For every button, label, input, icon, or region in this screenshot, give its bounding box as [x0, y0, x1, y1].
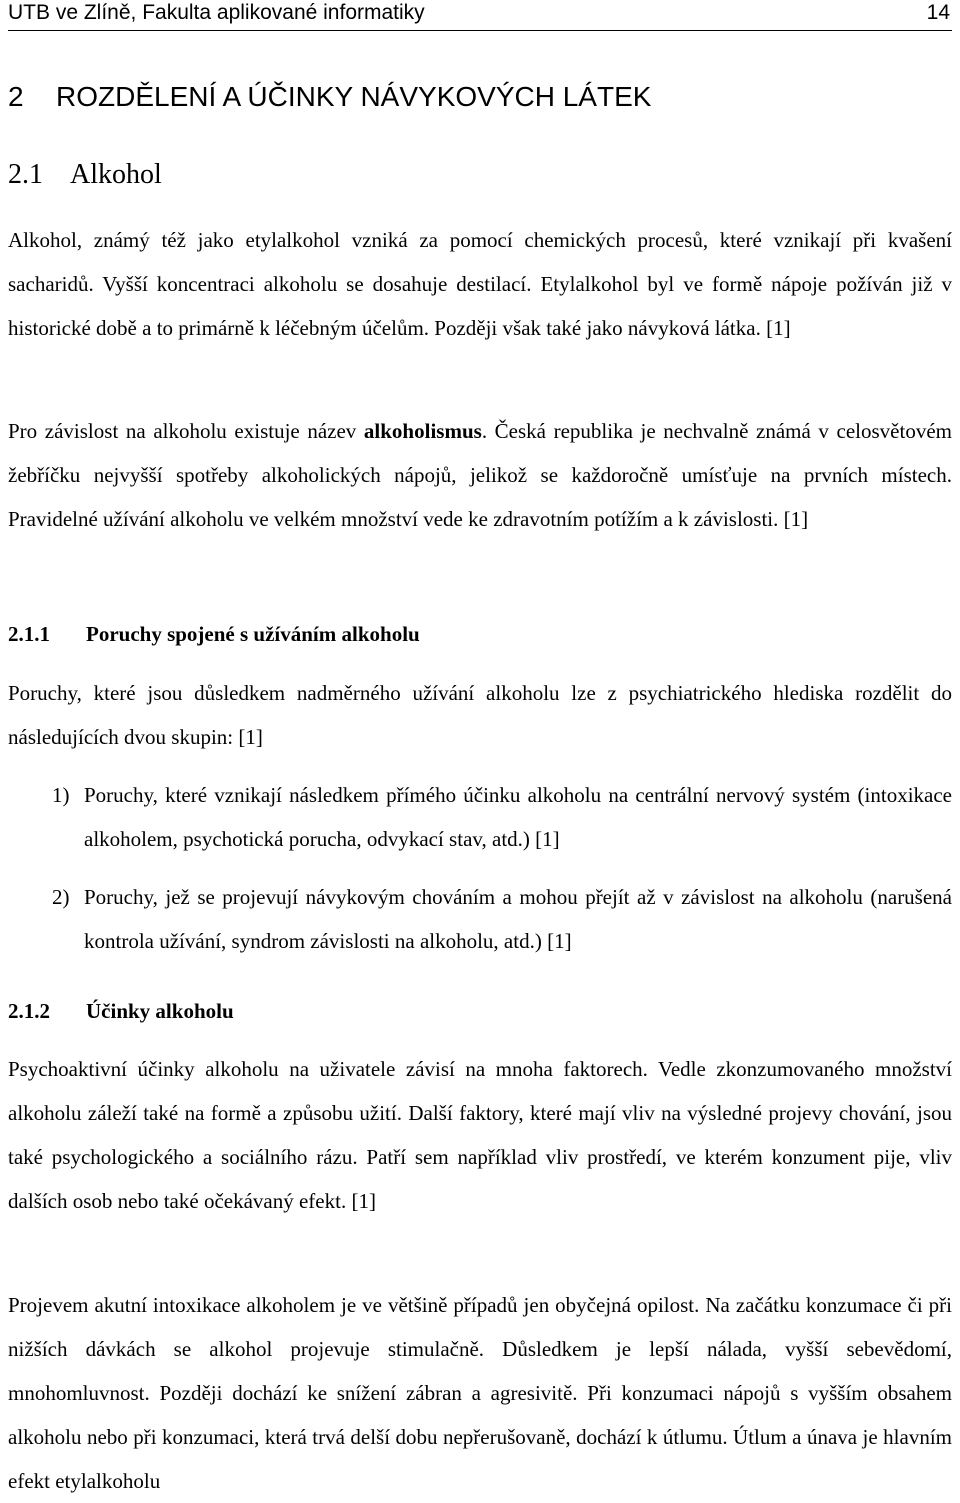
alcoholism-text-before: Pro závislost na alkoholu existuje název: [8, 419, 364, 443]
intro-paragraph: Alkohol, známý též jako etylalkohol vzniká za pomocí chemických procesů, které vznikají při kvašení sacharidů. Vyšší koncentraci alkoholu se dosahuje destilací. Etylalkohol byl ve formě nápoje požíván již v historické době a to primárně k léčebným účelům. Později však také jako návyková látka. [1]: [8, 228, 952, 340]
subsection-2-number: 2.1.2: [8, 999, 50, 1023]
subsection-1-title: Poruchy spojené s užíváním alkoholu: [86, 622, 420, 646]
alcoholism-text-after: . Česká republika je nechvalně známá v celosvětovém žebříčku nejvyšší spotřeby alkoholických nápojů, jelikož se každoročně umísťuje na prvních místech. Pravidelné užívání alkoholu ve velkém množství vede ke zdravotním potížím a k závislosti. [1]: [8, 419, 952, 531]
chapter-number: 2: [8, 81, 24, 112]
alcoholism-term: alkoholismus: [363, 419, 482, 443]
list-item: [8, 773, 952, 861]
subsection-2-heading: [8, 997, 234, 1025]
header-institution: UTB ve Zlíně, Fakulta aplikované informatiky: [8, 1, 425, 24]
header-page-number: 14: [926, 1, 950, 24]
section-title: Alkohol: [70, 159, 162, 190]
subsection-1-heading: [8, 620, 420, 648]
page-header: [8, 0, 952, 31]
section-number: 2.1: [8, 159, 43, 190]
section-heading: [8, 158, 162, 192]
alcoholism-paragraph: [8, 409, 952, 541]
effects-paragraph-1: Psychoaktivní účinky alkoholu na uživatele závisí na mnoha faktorech. Vedle zkonzumovaného množství alkoholu záleží také na formě a způsobu užití. Další faktory, které mají vliv na výsledné projevy chování, jsou také psychologického a sociálního rázu. Patří sem například vliv prostředí, ve kterém konzument pije, vliv dalších osob nebo také očekávaný efekt. [1]: [8, 1057, 952, 1213]
effects-paragraph-2: Projevem akutní intoxikace alkoholem je ve většině případů jen obyčejná opilost. Na začátku konzumace či při nižších dávkách se alkohol projevuje stimulačně. Důsledkem je lepší nálada, vyšší sebevědomí, mnohomluvnost. Později dochází ke snížení zábran a agresivitě. Při konzumaci nápojů s vyšším obsahem alkoholu nebo při konzumaci, která trvá delší dobu nepřerušovaně, dochází k útlumu. Útlum a únava je hlavním efekt etylalkoholu: [8, 1293, 952, 1493]
disorders-list: [8, 773, 952, 963]
subsection-1-number: 2.1.1: [8, 622, 50, 646]
list-item: [8, 875, 952, 963]
chapter-heading: [8, 80, 651, 114]
list-item-marker: 1): [52, 783, 70, 807]
chapter-title: ROZDĚLENÍ A ÚČINKY NÁVYKOVÝCH LÁTEK: [56, 81, 652, 112]
list-item-marker: 2): [52, 885, 70, 909]
disorders-paragraph: Poruchy, které jsou důsledkem nadměrného užívání alkoholu lze z psychiatrického hlediska rozdělit do následujících dvou skupin: [1]: [8, 681, 952, 749]
list-item-text: Poruchy, jež se projevují návykovým chováním a mohou přejít až v závislost na alkoholu (narušená kontrola užívání, syndrom závislosti na alkoholu, atd.) [1]: [84, 885, 952, 953]
subsection-2-title: Účinky alkoholu: [86, 999, 234, 1023]
list-item-text: Poruchy, které vznikají následkem přímého účinku alkoholu na centrální nervový systém (intoxikace alkoholem, psychotická porucha, odvykací stav, atd.) [1]: [84, 783, 952, 851]
